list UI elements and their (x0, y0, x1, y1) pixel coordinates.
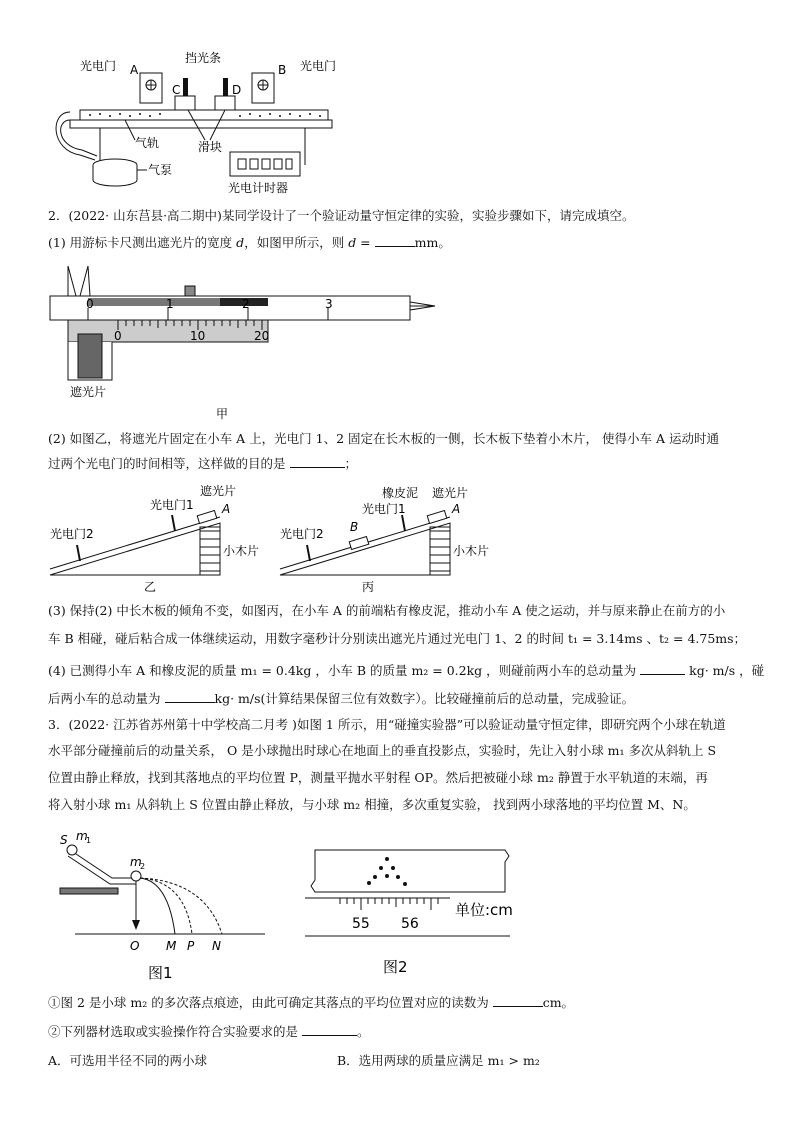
option-a[interactable]: A．可选用半径不同的两小球 (48, 1053, 208, 1068)
q2-part2-line2: 过两个光电门的时间相等，这样做的目的是 ； (48, 456, 358, 471)
shade-plate (78, 334, 102, 378)
q3-line1: 3．(2022· 江苏省苏州第十中学校高二月考 )如图 1 所示，用“碰撞实验器”可以验证动量守恒定律，即研究两个小球在轨道 (48, 717, 726, 732)
answer-blank-purpose[interactable] (290, 455, 345, 468)
option-b[interactable]: B．选用两球的质量应满足 m₁ > m₂ (337, 1053, 540, 1068)
q3-sub1: ①图 2 是小球 m₂ 的多次落点痕迹，由此可确定其落点的平均位置对应的读数为 cm。 (48, 995, 575, 1010)
bing-cart-b-label: B (350, 520, 359, 534)
paper-strip (311, 850, 509, 892)
slider-label: 滑块 (198, 140, 223, 154)
q2-part2-line1: (2) 如图乙，将遮光片固定在小车 A 上，光电门 1、2 固定在长木板的一侧，长木板下垫着小木片， 使得小车 A 运动时通 (48, 431, 719, 446)
bing-cart-a-label: A (452, 502, 461, 516)
q3-sub2: ②下列器材选取或实验操作符合实验要求的是 。 (48, 1024, 370, 1039)
slider-d-label: D (232, 83, 242, 97)
gate-right-label: 光电门 (300, 59, 337, 73)
slider-d (215, 96, 235, 110)
vernier-tick-10: 10 (190, 329, 206, 343)
main-tick-3: 3 (325, 297, 333, 311)
shade-strip-label: 挡光条 (185, 51, 222, 65)
pump-label: 气泵 (148, 163, 173, 177)
answer-blank-reading[interactable] (493, 994, 543, 1007)
answer-blank-before[interactable] (640, 662, 685, 675)
label-P: P (187, 939, 195, 953)
cart-a (197, 511, 217, 524)
q2-part1: (1) 用游标卡尺测出遮光片的宽度 d，如图甲所示，则 d = mm。 (48, 235, 451, 250)
timer-label: 光电计时器 (228, 181, 289, 195)
main-tick-2: 2 (242, 297, 250, 311)
label-m1-sub: 1 (86, 836, 92, 845)
yi-gate2-label: 光电门2 (50, 527, 94, 541)
q2-part4-line1: (4) 已测得小车 A 和橡皮泥的质量 m₁ = 0.4kg ，小车 B 的质量 m₂ = 0.2kg ，则碰前两小车的总动量为 kg· m/s ，碰 (48, 663, 765, 678)
caliper-caption: 甲 (216, 407, 229, 421)
bing-caption: 丙 (362, 580, 375, 594)
bing-block-label: 小木片 (453, 544, 490, 558)
main-tick-0: 0 (86, 297, 94, 311)
bing-shade-label: 遮光片 (432, 486, 469, 500)
gate-left-label: 光电门 (80, 59, 117, 73)
ball-m2 (131, 871, 141, 881)
figure-yi (40, 483, 280, 598)
main-tick-1: 1 (166, 297, 174, 311)
answer-blank-choice[interactable] (302, 1023, 357, 1036)
cart-b (349, 537, 369, 550)
answer-blank-d[interactable] (375, 234, 415, 247)
figure-bing (270, 483, 510, 598)
tick-55: 55 (352, 916, 370, 932)
yi-gate1-label: 光电门1 (150, 498, 194, 512)
vernier-tick-0: 0 (114, 329, 122, 343)
q2-part3-line2: 车 B 相碰，碰后粘合成一体继续运动，用数字毫秒计分别读出遮光片通过光电门 1、2 的时间 t₁ = 3.14ms 、t₂ = 4.75ms； (48, 631, 747, 646)
bing-putty-label: 橡皮泥 (382, 486, 419, 500)
airtrack-figure (40, 40, 360, 200)
q2-part3-line1: (3) 保持(2) 中长木板的倾角不变，如图丙，在小车 A 的前端粘有橡皮泥，推动小车 A 使之运动，并与原来静止在前方的小 (48, 603, 726, 618)
answer-blank-after[interactable] (165, 690, 215, 703)
cart-a (427, 511, 447, 524)
bing-gate2-label: 光电门2 (280, 527, 324, 541)
photogate-timer (230, 152, 300, 176)
vernier-caliper-figure (40, 258, 440, 423)
shade-plate-label: 遮光片 (70, 385, 107, 399)
fig1-caption: 图1 (148, 964, 173, 982)
ball-m1 (67, 845, 77, 855)
vernier-tick-20: 20 (254, 329, 270, 343)
air-track (70, 120, 332, 128)
tick-56: 56 (401, 916, 419, 932)
figure-2-marks (295, 840, 525, 985)
figure-1-collision (50, 826, 280, 986)
q3-line3: 位置由静止释放，找到其落地点的平均位置 P，测量平抛水平射程 OP。然后把被碰小球 m₂ 静置于水平轨道的末端，再 (48, 770, 708, 785)
label-O: O (130, 939, 140, 953)
label-S: S (60, 833, 68, 847)
fig2-caption: 图2 (383, 958, 408, 976)
unit-label: 单位:cm (455, 901, 513, 919)
yi-caption: 乙 (144, 580, 157, 594)
label-m2: m (130, 855, 142, 869)
gate-b-label: B (278, 63, 287, 77)
yi-shade-label: 遮光片 (200, 484, 237, 498)
yi-block-label: 小木片 (223, 544, 260, 558)
gate-a-label: A (130, 63, 139, 77)
slider-c-label: C (172, 83, 181, 97)
label-M: M (166, 939, 177, 953)
yi-cart-label: A (222, 502, 231, 516)
bing-gate1-label: 光电门1 (362, 502, 406, 516)
slider-c (175, 96, 195, 110)
air-pump (93, 165, 137, 186)
q2-part4-line2: 后两小车的总动量为 kg· m/s(计算结果保留三位有效数字）。比较碰撞前后的总动量，完成验证。 (48, 691, 635, 706)
q2-header: 2．(2022· 山东莒县·高二期中)某同学设计了一个验证动量守恒定律的实验，实验步骤如下，请完成填空。 (48, 208, 635, 223)
label-N: N (212, 939, 221, 953)
label-m1: m (76, 829, 88, 843)
q3-line2: 水平部分碰撞前后的动量关系， O 是小球抛出时球心在地面上的垂直投影点，实验时，先让入射小球 m₁ 多次从斜轨上 S (48, 743, 717, 758)
q3-line4: 将入射小球 m₁ 从斜轨上 S 位置由静止释放，与小球 m₂ 相撞，多次重复实验， 找到两小球落地的平均位置 M、N。 (48, 797, 696, 812)
air-track-label: 气轨 (135, 136, 160, 150)
label-m2-sub: 2 (140, 862, 146, 871)
